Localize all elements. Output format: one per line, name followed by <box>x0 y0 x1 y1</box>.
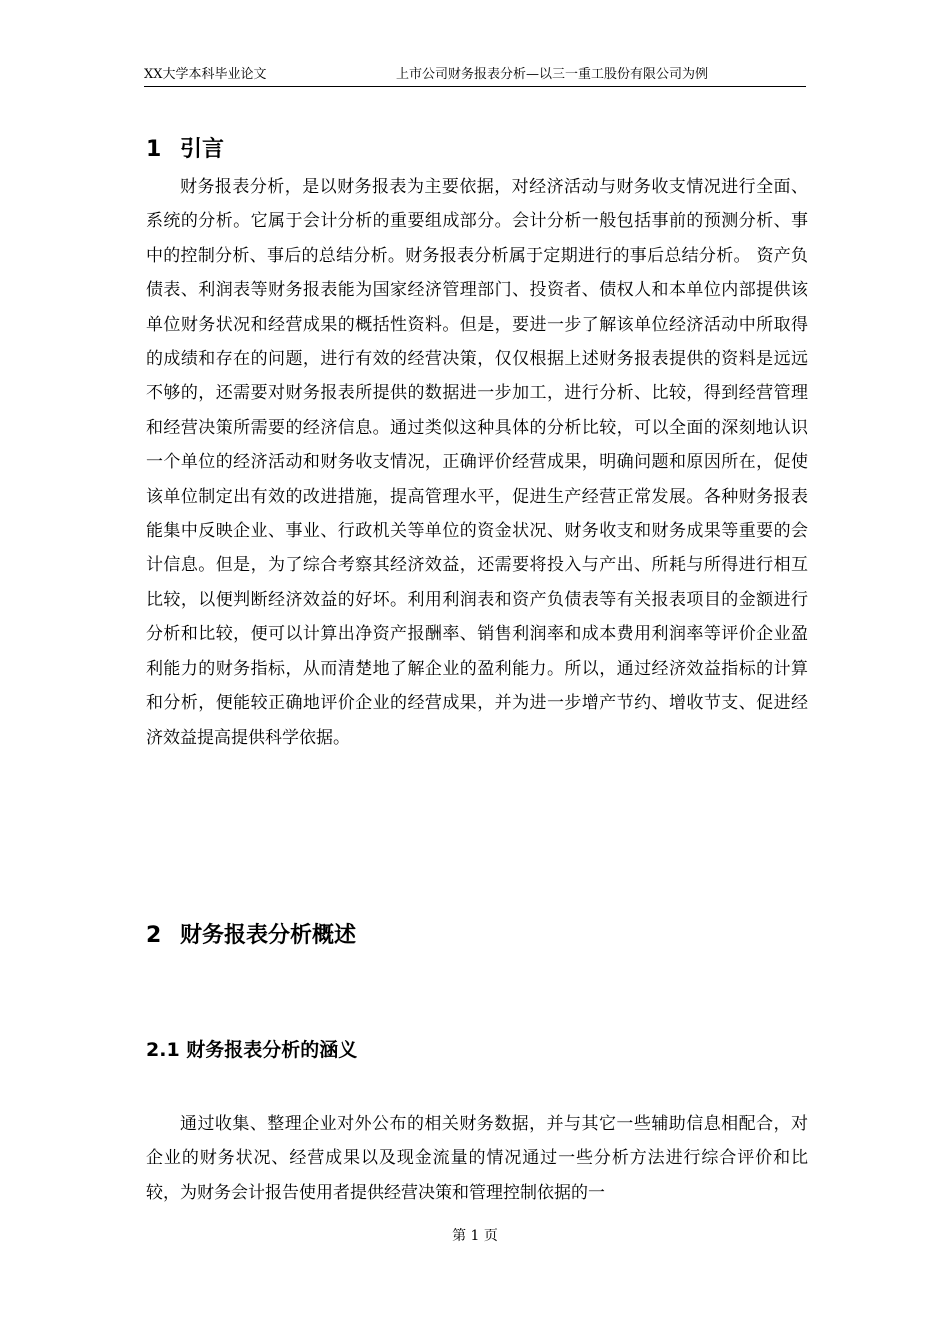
page-header <box>144 66 806 87</box>
section-1-number: 1 <box>146 137 162 162</box>
section-1-paragraph: 财务报表分析，是以财务报表为主要依据，对经济活动与财务收支情况进行全面、系统的分析。它属于会计分析的重要组成部分。会计分析一般包括事前的预测分析、事中的控制分析、事后的总结分析。财务报表分析属于定期进行的事后总结分析。 资产负债表、利润表等财务报表能为国家经济管理部门、投资者、债权人和本单位内部提供该单位财务状况和经营成果的概括性资料。但是，要进一步了解该单位经济活动中所取得的成绩和存在的问题，进行有效的经营决策，仅仅根据上述财务报表提供的资料是远远不够的，还需要对财务报表所提供的数据进一步加工，进行分析、比较，得到经营管理和经营决策所需要的经济信息。通过类似这种具体的分析比较，可以全面的深刻地认识一个单位的经济活动和财务收支情况，正确评价经营成果，明确问题和原因所在，促使该单位制定出有效的改进措施，提高管理水平，促进生产经营正常发展。各种财务报表能集中反映企业、事业、行政机关等单位的资金状况、财务收支和财务成果等重要的会计信息。但是，为了综合考察其经济效益，还需要将投入与产出、所耗与所得进行相互比较，以便判断经济效益的好坏。利用利润表和资产负债表等有关报表项目的金额进行分析和比较，便可以计算出净资产报酬率、销售利润率和成本费用利润率等评价企业盈利能力的财务指标，从而清楚地了解企业的盈利能力。所以，通过经济效益指标的计算和分析，便能较正确地评价企业的经营成果，并为进一步增产节约、增收节支、促进经济效益提高提供科学依据。 <box>146 177 808 748</box>
section-2-title: 财务报表分析概述 <box>180 923 357 948</box>
section-2-1-paragraph: 通过收集、整理企业对外公布的相关财务数据，并与其它一些辅助信息相配合，对企业的财务状况、经营成果以及现金流量的情况通过一些分析方法进行综合评价和比较，为财务会计报告使用者提供经营决策和管理控制依据的一 <box>146 1114 808 1203</box>
section-2-heading <box>146 921 356 951</box>
page-number: 第 1 页 <box>452 1228 498 1244</box>
header-thesis-label: XX大学本科毕业论文 <box>144 67 267 82</box>
header-thesis-title: 上市公司财务报表分析—以三一重工股份有限公司为例 <box>396 67 709 82</box>
section-1-heading <box>146 135 224 165</box>
section-2-1-heading: 2.1 财务报表分析的涵义 <box>146 1039 358 1061</box>
section-2-number: 2 <box>146 923 162 948</box>
section-1-title: 引言 <box>180 137 225 162</box>
